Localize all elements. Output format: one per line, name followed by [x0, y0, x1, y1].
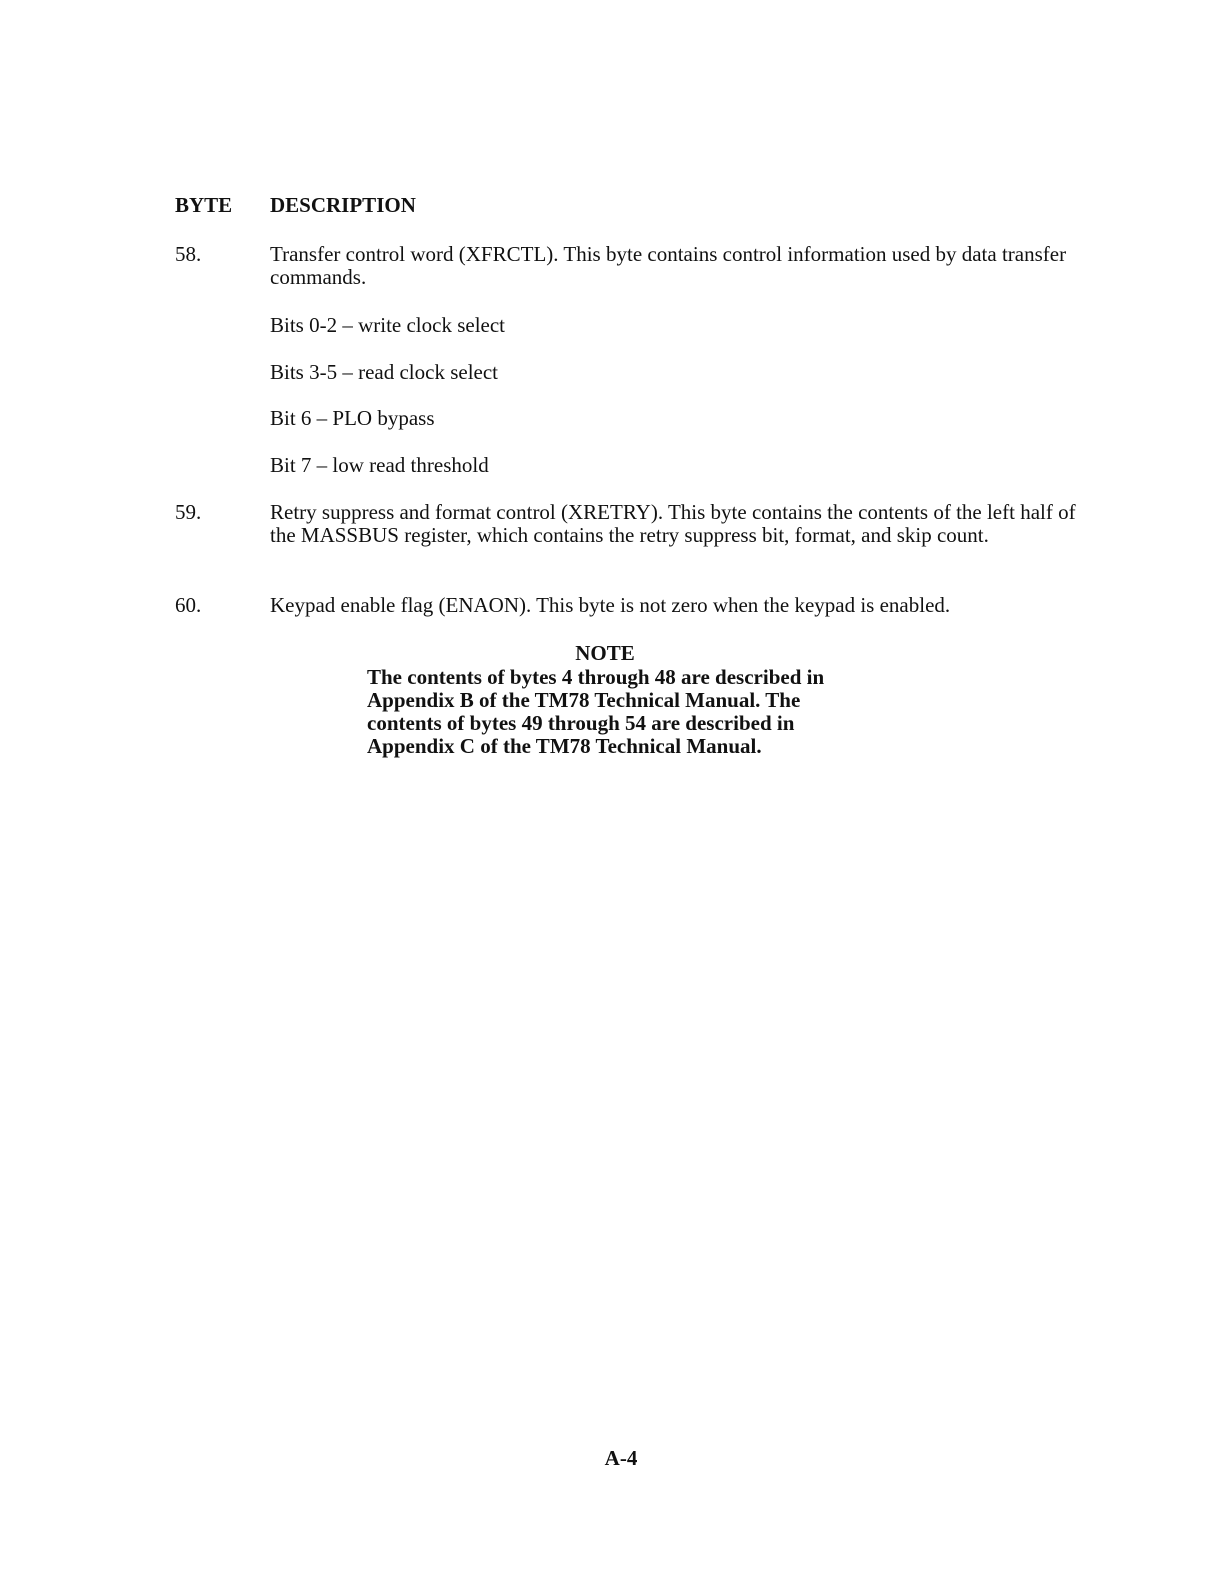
description-column-header: DESCRIPTION	[270, 193, 416, 217]
bit-line-0-2: Bits 0-2 – write clock select	[270, 313, 506, 337]
note-body	[367, 666, 857, 758]
note-line-4: Appendix C of the TM78 Technical Manual.	[367, 734, 762, 758]
entry-text-58: Transfer control word (XFRCTL). This byte contains control information used by data transfer commands.	[270, 242, 1067, 289]
entry-text-60: Keypad enable flag (ENAON). This byte is not zero when the keypad is enabled.	[270, 593, 951, 617]
entry-number-59: 59.	[175, 500, 202, 524]
bit-line-6: Bit 6 – PLO bypass	[270, 406, 435, 430]
byte-column-header: BYTE	[175, 193, 233, 217]
bit-line-3-5: Bits 3-5 – read clock select	[270, 360, 499, 384]
note-title: NOTE	[575, 641, 635, 665]
note-line-1: The contents of bytes 4 through 48 are described in	[367, 665, 825, 689]
entry-number-58: 58.	[175, 242, 202, 266]
page-number: A-4	[604, 1446, 638, 1470]
note-line-2: Appendix B of the TM78 Technical Manual. The	[367, 688, 801, 712]
entry-number-60: 60.	[175, 593, 202, 617]
bit-line-7: Bit 7 – low read threshold	[270, 453, 489, 477]
entry-text-59: Retry suppress and format control (XRETRY). This byte contains the contents of the left half of the MASSBUS register, which contains the retry suppress bit, format, and skip count.	[270, 500, 1076, 547]
note-line-3: contents of bytes 49 through 54 are described in	[367, 711, 795, 735]
